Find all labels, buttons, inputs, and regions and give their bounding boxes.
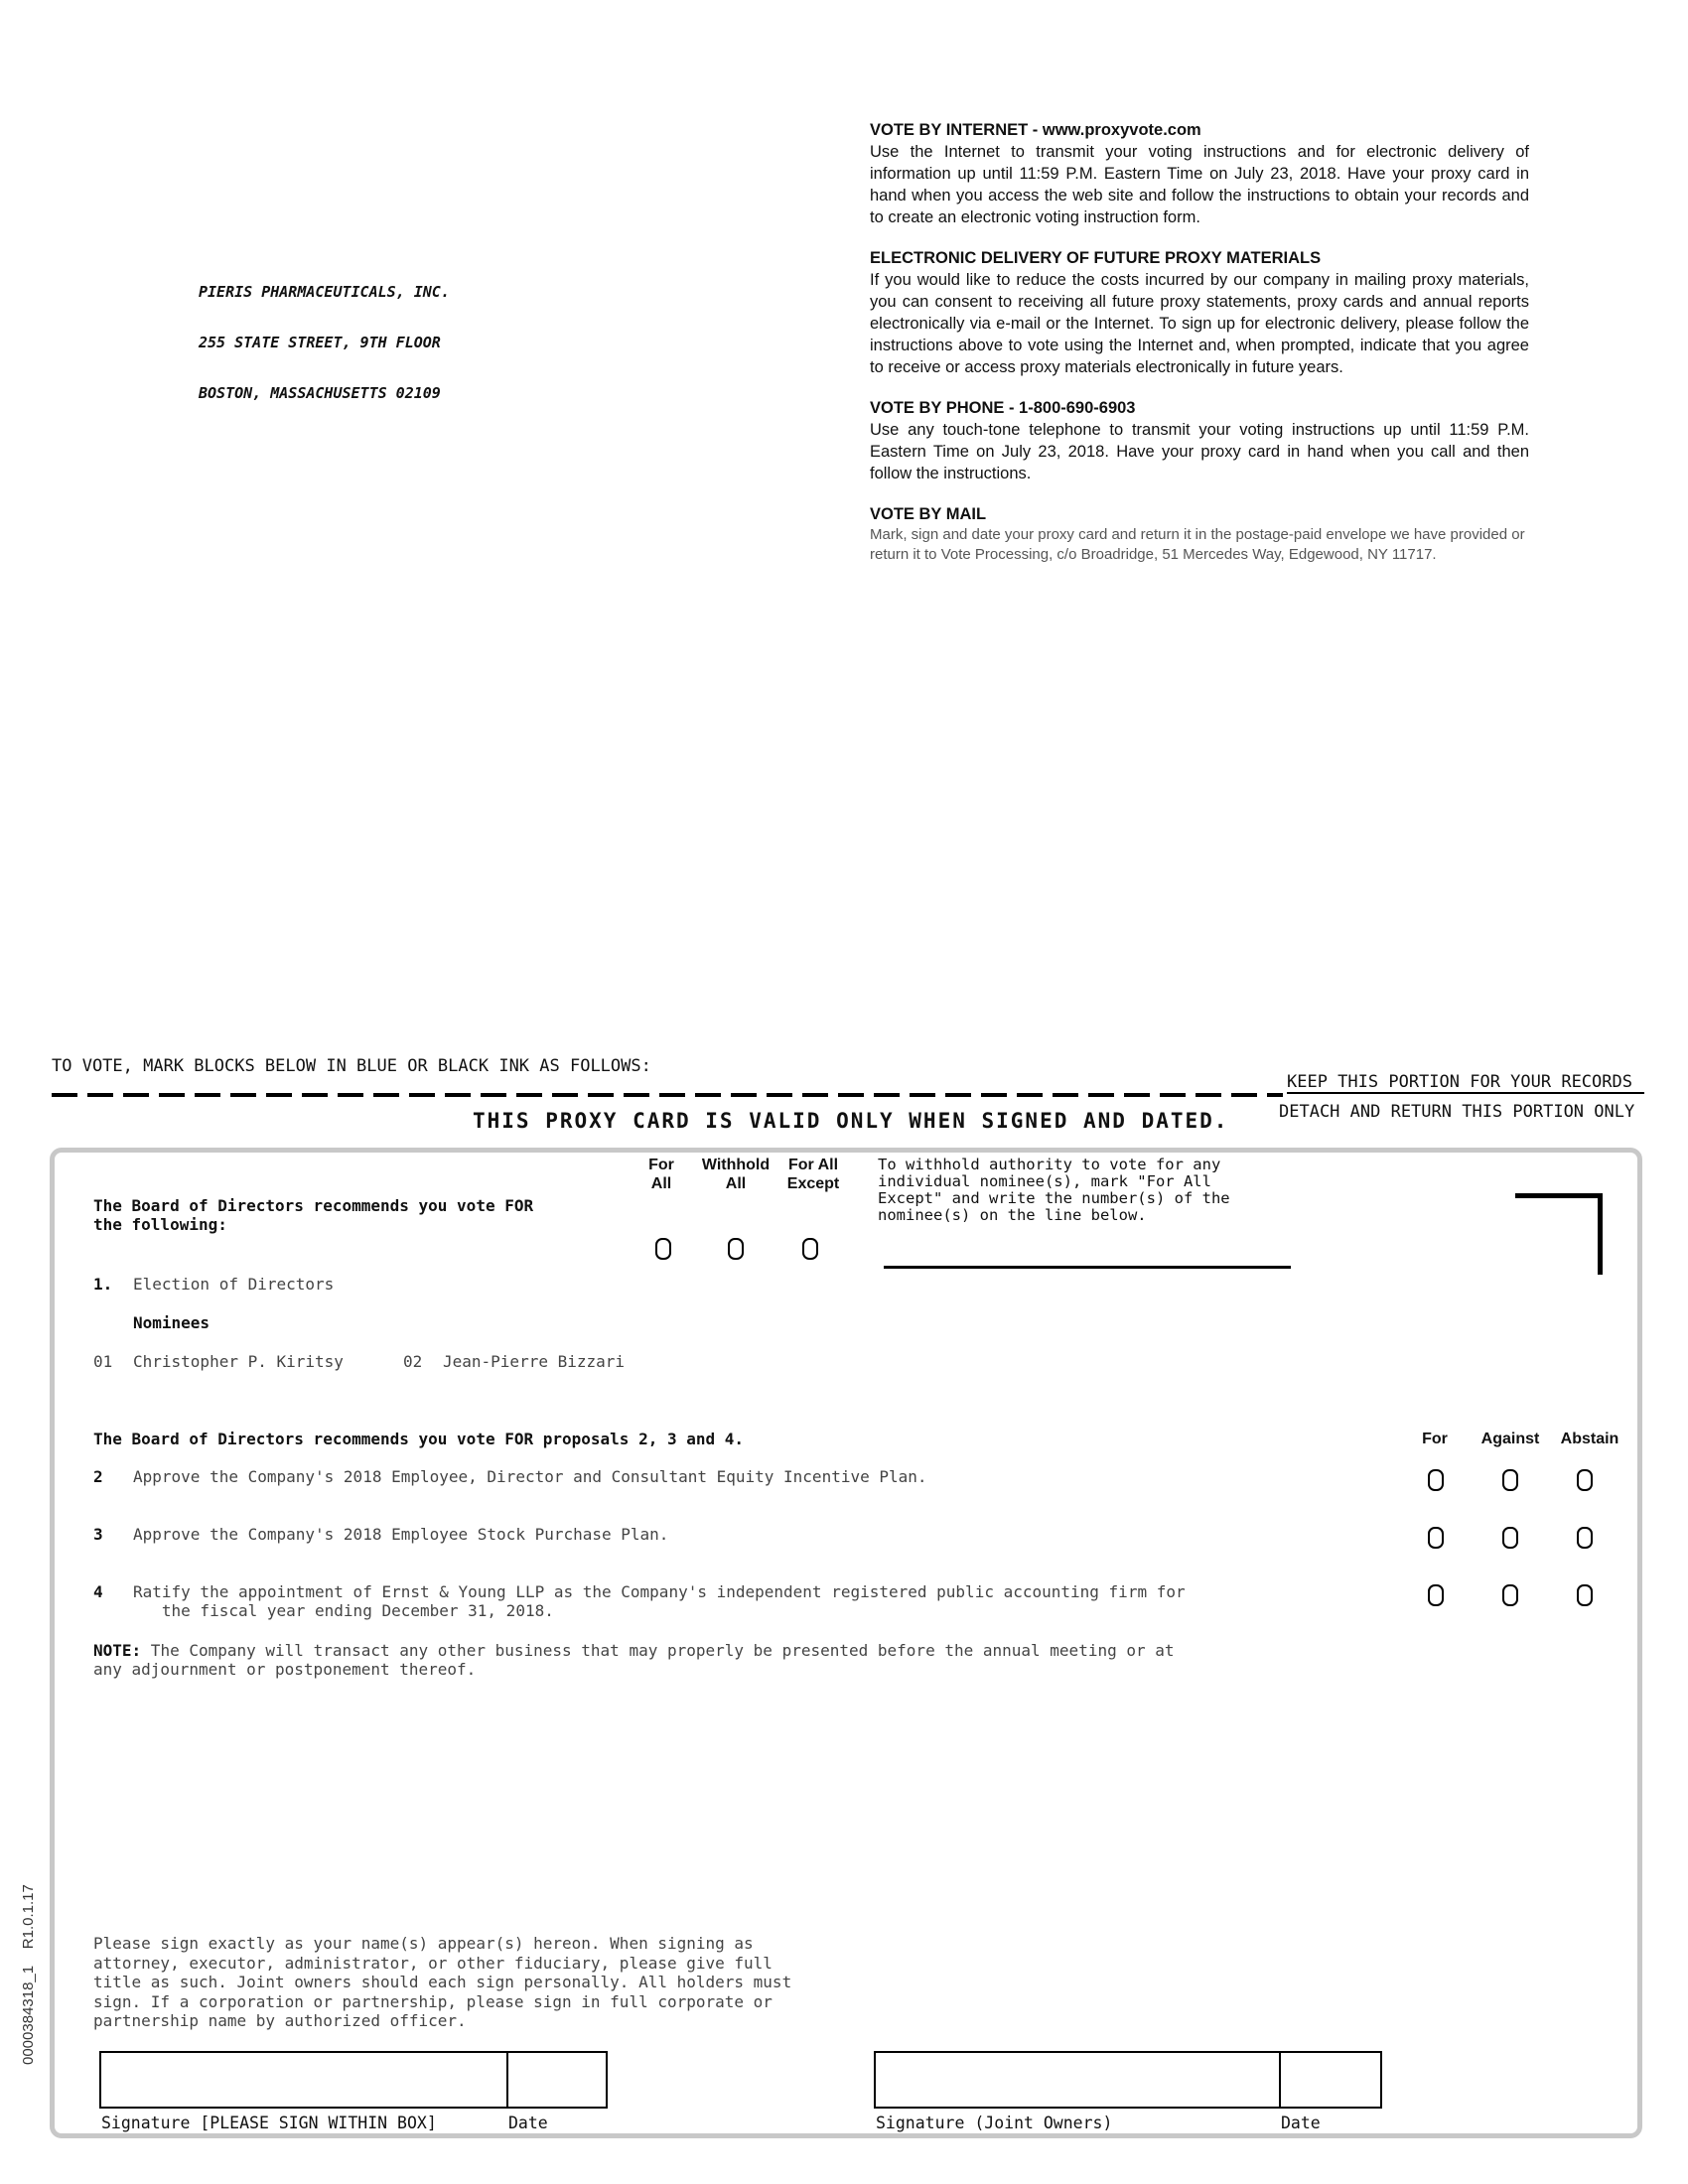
col-header-withhold-all: Withhold All xyxy=(701,1157,771,1192)
proposal4-number: 4 xyxy=(93,1582,103,1601)
proposal2-for-checkbox[interactable] xyxy=(1428,1469,1444,1491)
detach-portion-label: DETACH AND RETURN THIS PORTION ONLY xyxy=(1279,1102,1635,1122)
note-label: NOTE: xyxy=(93,1641,142,1660)
col-header-abstain: Abstain xyxy=(1560,1431,1619,1447)
keep-portion-underline xyxy=(1287,1092,1644,1094)
board-recommend-directors: The Board of Directors recommends you vote FOR the following: xyxy=(93,1196,534,1234)
mail-text: Mark, sign and date your proxy card and return it in the postage-paid envelope we have provided or return it to Vote Processing, c/o Broadridge, 51 Mercedes Way, Edgewood, NY 11717. xyxy=(870,526,1525,563)
voting-instructions xyxy=(870,119,1529,584)
proposal4-for-checkbox[interactable] xyxy=(1428,1584,1444,1606)
proposal3-for-checkbox[interactable] xyxy=(1428,1527,1444,1549)
proposal2-number: 2 xyxy=(93,1467,103,1486)
proposal2-against-checkbox[interactable] xyxy=(1502,1469,1518,1491)
col-header-for-all-except: For All Except xyxy=(786,1157,840,1192)
signature-box[interactable] xyxy=(99,2051,508,2109)
mark-note: TO VOTE, MARK BLOCKS BELOW IN BLUE OR BLACK INK AS FOLLOWS: xyxy=(52,1056,651,1076)
phone-text: Use any touch-tone telephone to transmit your voting instructions up until 11:59 P.M. Eastern Time on July 23, 2018. Have your proxy card in hand when you call and then follow the instructions. xyxy=(870,421,1529,482)
joint-date-box[interactable] xyxy=(1279,2051,1382,2109)
edelivery-text: If you would like to reduce the costs incurred by our company in mailing proxy materials, you can consent to receiving all future proxy statements, proxy cards and annual reports electronically via e-mail or the Internet. To sign up for electronic delivery, please follow the instructions above to vote using the Internet and, when prompted, indicate that you agree to receive or access proxy materials electronically in future years. xyxy=(870,271,1529,376)
col-header-for-all: For All xyxy=(648,1157,674,1192)
col-header-against: Against xyxy=(1480,1431,1540,1447)
proposal2-text: Approve the Company's 2018 Employee, Director and Consultant Equity Incentive Plan. xyxy=(133,1467,927,1486)
nominee2-name: Jean-Pierre Bizzari xyxy=(443,1352,626,1371)
vote-withhold-all-checkbox[interactable] xyxy=(728,1238,744,1260)
nominee1-number: 01 xyxy=(93,1352,113,1371)
date-label: Date xyxy=(508,2114,548,2132)
sign-instructions: Please sign exactly as your name(s) appear(s) hereon. When signing as attorney, executor, administrator, or other fiduciary, please give full title as such. Joint owners should each sign personally. All holders must sign. If a corporation or partnership, please sign in full corporate or partnership name by authorized officer. xyxy=(93,1934,792,2030)
proposal3-text: Approve the Company's 2018 Employee Stock Purchase Plan. xyxy=(133,1525,669,1544)
vote-for-all-checkbox[interactable] xyxy=(655,1238,671,1260)
col-header-for: For xyxy=(1422,1431,1448,1447)
nominees-label: Nominees xyxy=(133,1313,211,1332)
detach-dashed-line xyxy=(52,1093,1283,1097)
proposal3-number: 3 xyxy=(93,1525,103,1544)
proposal3-abstain-checkbox[interactable] xyxy=(1577,1527,1593,1549)
board-recommend-proposals: The Board of Directors recommends you vote FOR proposals 2, 3 and 4. xyxy=(93,1430,745,1448)
note-text: The Company will transact any other business that may properly be presented before the annual meeting or at any adjournment or postponement thereof. xyxy=(93,1641,1175,1679)
company-name: PIERIS PHARMACEUTICALS, INC. xyxy=(199,283,450,301)
mail-title: VOTE BY MAIL xyxy=(870,505,987,523)
valid-only-notice: THIS PROXY CARD IS VALID ONLY WHEN SIGNED AND DATED. xyxy=(473,1109,1229,1133)
proposal4-text: Ratify the appointment of Ernst & Young LLP as the Company's independent registered public accounting firm for the fiscal year ending December 31, 2018. xyxy=(133,1582,1186,1620)
registration-corner-mark xyxy=(1515,1193,1603,1275)
vote-for-all-except-checkbox[interactable] xyxy=(802,1238,818,1260)
proposal3-against-checkbox[interactable] xyxy=(1502,1527,1518,1549)
date-box[interactable] xyxy=(506,2051,608,2109)
item1-number: 1. xyxy=(93,1275,113,1294)
signature-label: Signature [PLEASE SIGN WITHIN BOX] xyxy=(101,2114,437,2132)
nominee1-name: Christopher P. Kiritsy xyxy=(133,1352,344,1371)
proposal4-against-checkbox[interactable] xyxy=(1502,1584,1518,1606)
internet-title: VOTE BY INTERNET - www.proxyvote.com xyxy=(870,121,1201,139)
joint-signature-box[interactable] xyxy=(874,2051,1281,2109)
withhold-instructions: To withhold authority to vote for any individual nominee(s), mark "For All Except" and write the number(s) of the nominee(s) on the line below. xyxy=(878,1156,1230,1224)
keep-portion-label: KEEP THIS PORTION FOR YOUR RECORDS xyxy=(1287,1072,1632,1092)
nominee2-number: 02 xyxy=(403,1352,423,1371)
item1-text: Election of Directors xyxy=(133,1275,335,1294)
proposal2-abstain-checkbox[interactable] xyxy=(1577,1469,1593,1491)
company-city: BOSTON, MASSACHUSETTS 02109 xyxy=(199,384,441,402)
company-address xyxy=(199,250,450,419)
company-street: 255 STATE STREET, 9TH FLOOR xyxy=(199,334,441,351)
phone-title: VOTE BY PHONE - 1-800-690-6903 xyxy=(870,399,1136,417)
joint-signature-label: Signature (Joint Owners) xyxy=(876,2114,1113,2132)
internet-text: Use the Internet to transmit your voting instructions and for electronic delivery of information up until 11:59 P.M. Eastern Time on July 23, 2018. Have your proxy card in hand when you access the web site and follow the instructions to obtain your records and to create an electronic voting instruction form. xyxy=(870,143,1529,226)
joint-date-label: Date xyxy=(1281,2114,1321,2132)
note-paragraph xyxy=(93,1641,1175,1679)
vertical-document-code: 0000384318_1 R1.0.1.17 xyxy=(20,1884,37,2065)
edelivery-title: ELECTRONIC DELIVERY OF FUTURE PROXY MATERIALS xyxy=(870,249,1322,267)
nominee-number-write-line[interactable] xyxy=(884,1266,1291,1269)
proposal4-abstain-checkbox[interactable] xyxy=(1577,1584,1593,1606)
